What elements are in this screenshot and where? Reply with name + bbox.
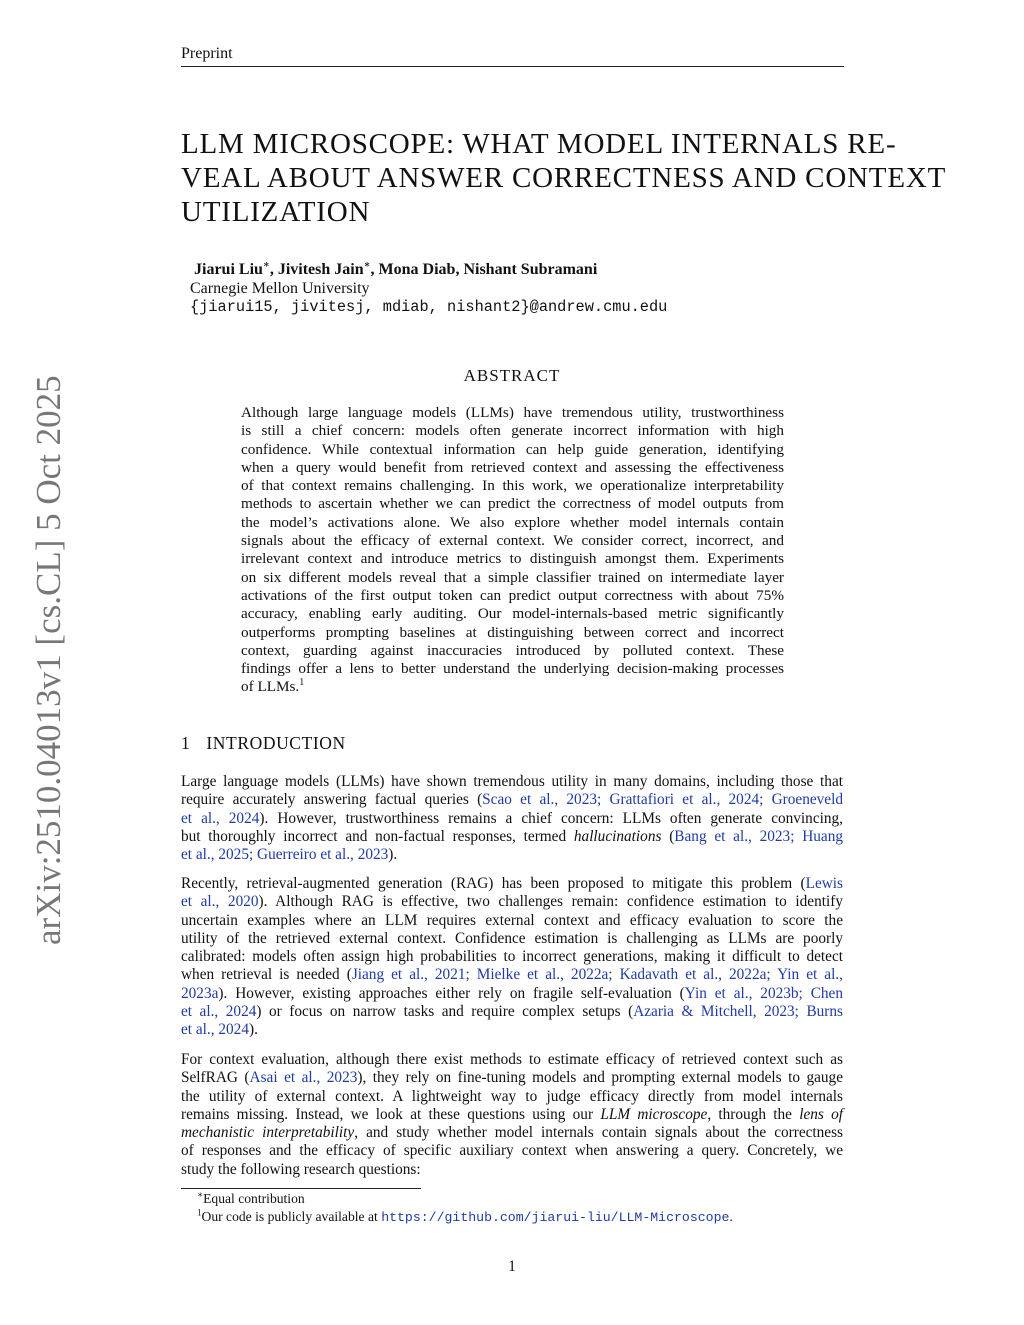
emphasis: LLM microscope xyxy=(600,1105,708,1123)
footnote-divider xyxy=(181,1188,421,1189)
author-name: Jiarui Liu xyxy=(194,261,263,278)
abstract-line: when a query would benefit from retrieved context and assessing the effectiveness xyxy=(241,458,784,476)
paragraph-line: of responses and the efficacy of specific auxiliary context when answering a query. Concretely, we xyxy=(181,1142,843,1160)
paper-title xyxy=(181,127,947,229)
paragraph-line xyxy=(181,1021,843,1039)
equal-contribution-mark: ∗ xyxy=(262,259,270,271)
text-run: remains missing. Instead, we look at these questions using our xyxy=(181,1105,601,1123)
paragraph-line xyxy=(181,1003,843,1021)
citation-link[interactable]: et al., 2024 xyxy=(181,809,260,827)
section-number: 1 xyxy=(181,733,191,753)
paragraph-line xyxy=(181,966,843,984)
citation-link[interactable]: Scao et al., 2023; Grattafiori et al., 2024; Groeneveld xyxy=(482,791,843,809)
text-run: ). Although RAG is effective, two challenges remain: confidence estimation to identify xyxy=(258,893,843,911)
title-line-3: UTILIZATION xyxy=(181,196,371,228)
abstract-line-text: of LLMs. xyxy=(241,678,300,696)
intro-paragraph-3 xyxy=(181,1051,843,1179)
citation-link[interactable]: 2023a xyxy=(181,984,219,1002)
code-repository-link[interactable]: https://github.com/jiarui-liu/LLM-Microscope xyxy=(381,1210,730,1225)
abstract-line: irrelevant context and introduce metrics to distinguish amongst them. Experiments xyxy=(241,550,784,568)
author-list xyxy=(194,260,597,279)
title-line-2: VEAL ABOUT ANSWER CORRECTNESS AND CONTEXT xyxy=(181,162,947,194)
author-name: , Jivitesh Jain xyxy=(269,261,364,278)
paragraph-line: Large language models (LLMs) have shown tremendous utility in many domains, including those that xyxy=(181,773,843,790)
citation-link[interactable]: et al., 2020 xyxy=(181,893,259,911)
text-run: ), they rely on fine-tuning models and prompting external models to gauge xyxy=(357,1069,843,1087)
abstract-line: activations of the first output token can predict output correctness with about 75% xyxy=(241,586,784,604)
footnote-code-availability xyxy=(197,1208,733,1226)
paragraph-line: calibrated: models often assign high probabilities to incorrect generations, making it difficult to detect xyxy=(181,948,843,966)
citation-link[interactable]: et al., 2024 xyxy=(181,1021,249,1039)
footnote-mark: 1 xyxy=(197,1207,202,1218)
text-run: ). However, trustworthiness remains a chief concern: LLMs often generate convincing, xyxy=(259,809,843,827)
citation-link[interactable]: et al., 2024 xyxy=(181,1003,257,1021)
intro-paragraph-1 xyxy=(181,773,843,864)
abstract-line: methods to ascertain whether we can predict the correctness of model outputs from xyxy=(241,495,784,513)
page-number: 1 xyxy=(508,1258,516,1275)
text-run: ) or focus on narrow tasks and require complex setups ( xyxy=(256,1003,634,1021)
paragraph-line xyxy=(181,1069,843,1087)
abstract-line: accuracy, enabling early auditing. Our model-internals-based metric significantly xyxy=(241,605,784,623)
text-run: ). xyxy=(248,1021,258,1039)
text-run: ). However, existing approaches either rely on fragile self-evaluation ( xyxy=(218,984,685,1002)
footnote-text: Our code is publicly available at xyxy=(201,1209,382,1224)
paragraph-line xyxy=(181,1124,843,1142)
citation-link[interactable]: Azaria & Mitchell, 2023; Burns xyxy=(633,1003,843,1021)
footnote-mark: ∗ xyxy=(197,1189,204,1200)
abstract-line: is still a chief concern: models often generate incorrect information with high xyxy=(241,422,784,440)
emphasis: lens of xyxy=(799,1105,844,1123)
abstract-body xyxy=(241,404,784,697)
emphasis: hallucinations xyxy=(573,827,662,845)
section-title: INTRODUCTION xyxy=(206,733,346,753)
paragraph-line xyxy=(181,893,843,911)
citation-link[interactable]: Bang et al., 2023; Huang xyxy=(674,827,843,845)
abstract-line: outperforms prompting baselines at distinguishing between correct and incorrect xyxy=(241,623,784,641)
section-heading-introduction xyxy=(181,733,346,753)
equal-contribution-mark: ∗ xyxy=(363,259,371,271)
footnote-equal-contribution xyxy=(197,1190,305,1207)
author-name: , Mona Diab, Nishant Subramani xyxy=(370,261,598,278)
citation-link[interactable]: Jiang et al., 2021; Mielke et al., 2022a; Kadavath et al., 2022a; Yin et al., xyxy=(351,966,843,984)
abstract-heading: ABSTRACT xyxy=(463,366,561,385)
text-run: require accurately answering factual queries ( xyxy=(181,791,483,809)
paragraph-line: For context evaluation, although there exist methods to estimate efficacy of retrieved context such as xyxy=(181,1051,843,1068)
text-run: Recently, retrieval-augmented generation (RAG) has been proposed to mitigate this problem ( xyxy=(181,875,806,892)
paragraph-line: study the following research questions: xyxy=(181,1160,421,1178)
footnote-text: Equal contribution xyxy=(203,1191,305,1206)
paragraph-line xyxy=(181,791,843,809)
text-run: SelfRAG ( xyxy=(181,1069,250,1087)
text-run: , and study whether model internals contain signals about the correctness xyxy=(354,1124,843,1142)
text-run: when retrieval is needed ( xyxy=(181,966,352,984)
paragraph-line xyxy=(181,810,843,828)
text-run: ). xyxy=(388,846,398,864)
paragraph-line: uncertain examples where an LLM requires external context and efficacy evaluation to score the xyxy=(181,911,843,929)
citation-link[interactable]: Yin et al., 2023b; Chen xyxy=(684,984,843,1002)
abstract-line: of that context remains challenging. In this work, we operationalize interpretability xyxy=(241,477,784,495)
running-header: Preprint xyxy=(181,44,844,67)
title-line-1: LLM MICROSCOPE: WHAT MODEL INTERNALS RE- xyxy=(181,128,897,160)
paragraph-line xyxy=(181,846,843,864)
abstract-line: confidence. While contextual information can help guide generation, identifying xyxy=(241,440,784,458)
arxiv-identifier-margin: arXiv:2510.04013v1 [cs.CL] 5 Oct 2025 xyxy=(29,375,68,945)
abstract-line: the model’s activations alone. We also explore whether model internals contain xyxy=(241,513,784,531)
abstract-line: signals about the efficacy of external context. We consider correct, incorrect, and xyxy=(241,532,784,550)
intro-paragraph-2 xyxy=(181,875,843,1040)
citation-link[interactable]: Asai et al., 2023 xyxy=(249,1069,358,1087)
abstract-line: context, guarding against inaccuracies introduced by polluted context. These xyxy=(241,641,784,659)
citation-link[interactable]: et al., 2025; Guerreiro et al., 2023 xyxy=(181,846,389,864)
text-run: , through the xyxy=(707,1105,800,1123)
abstract-last-line xyxy=(241,678,784,696)
footnote-ref-1[interactable]: 1 xyxy=(299,677,305,689)
paragraph-line xyxy=(181,985,843,1003)
abstract-line: on six different models reveal that a simple classifier trained on intermediate layer xyxy=(241,568,784,586)
paragraph-line xyxy=(181,875,843,893)
abstract-line: Although large language models (LLMs) have tremendous utility, trustworthiness xyxy=(241,404,784,421)
citation-link[interactable]: Lewis xyxy=(805,875,843,892)
paragraph-line xyxy=(181,828,843,846)
paragraph-line: utility of the retrieved external context. Confidence estimation is challenging as LLMs are poorly xyxy=(181,929,843,947)
paragraph-line: the utility of external context. A lightweight way to judge efficacy directly from model internals xyxy=(181,1087,843,1105)
text-run: ( xyxy=(661,827,675,845)
affiliation: Carnegie Mellon University xyxy=(190,280,370,297)
text-run: but thoroughly incorrect and non-factual responses, termed xyxy=(181,827,574,845)
footnote-text: . xyxy=(729,1209,733,1224)
abstract-line: findings offer a lens to better understand the underlying decision-making processes xyxy=(241,660,784,678)
emphasis: mechanistic interpretability xyxy=(181,1124,355,1142)
paragraph-line xyxy=(181,1106,843,1124)
author-emails: {jiarui15, jivitesj, mdiab, nishant2}@andrew.cmu.edu xyxy=(190,298,668,316)
